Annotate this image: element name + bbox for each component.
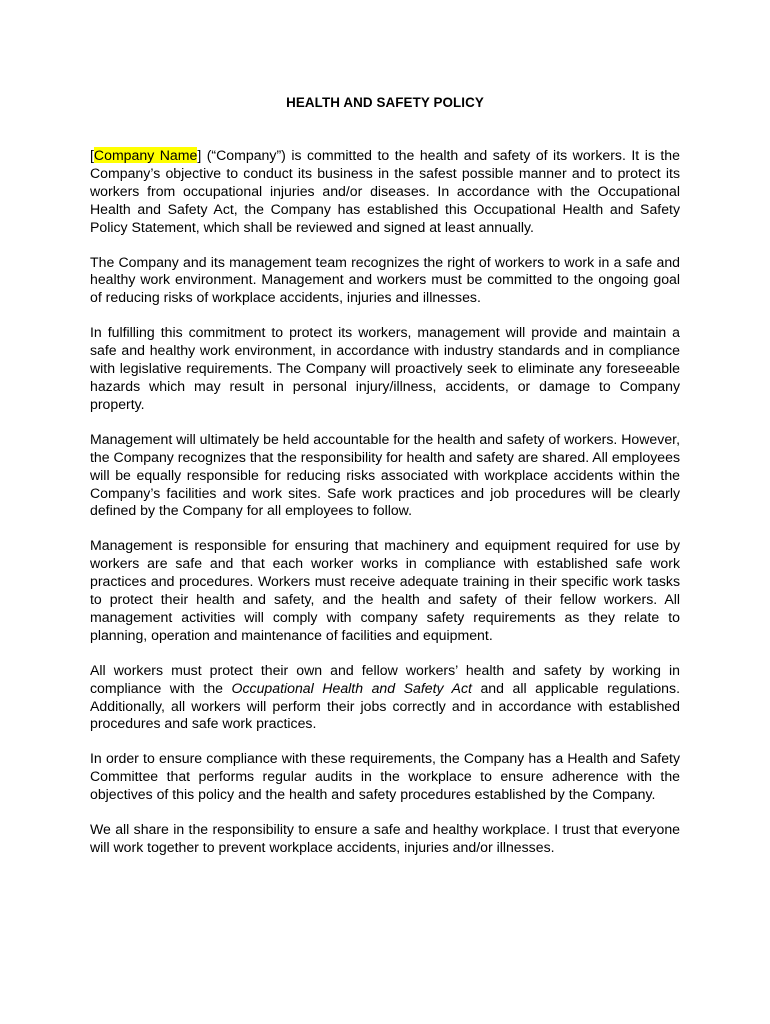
- company-name-placeholder: Company Name: [93, 147, 198, 163]
- paragraph-management-responsibility: Management is responsible for ensuring that machinery and equipment required for use by workers are safe and that each worker works in compliance with established safe work practices and procedures. Workers must receive adequate training in their specific work tasks to protect their health and safety, and the health and safety of their fellow workers. All management activities will comply with company safety requirements as they relate to planning, operation and maintenance of facilities and equipment.: [90, 537, 680, 643]
- paragraph-intro-text: ] (“Company”) is committed to the health and safety of its workers. It is the Company’s objective to conduct its business in the safest possible manner and to protect its workers from occupational injuries and/or diseases. In accordance with the Occupational Health and Safety Act, the Company has established this Occupational Health and Safety Policy Statement, which shall be reviewed and signed at least annually.: [90, 147, 680, 235]
- document-title: HEALTH AND SAFETY POLICY: [286, 95, 484, 110]
- paragraph-compliance-committee: In order to ensure compliance with these requirements, the Company has a Health and Safety Committee that performs regular audits in the workplace to ensure adherence with the objectives of this policy and the health and safety procedures established by the Company.: [90, 750, 680, 803]
- paragraph-commitment: In fulfilling this commitment to protect its workers, management will provide and maintain a safe and healthy work environment, in accordance with industry standards and in compliance with legislative requirements. The Company will proactively seek to eliminate any foreseeable hazards which may result in personal injury/illness, accidents, or damage to Company property.: [90, 324, 680, 412]
- paragraph-worker-text-after: and all applicable regulations. Additionally, all workers will perform their jobs correctly and in accordance with established procedures and safe work practices.: [90, 679, 680, 732]
- paragraph-intro: [90, 147, 680, 237]
- document-body: [90, 147, 680, 874]
- bracket-open: [: [90, 147, 94, 163]
- paragraph-accountability: Management will ultimately be held accountable for the health and safety of workers. However, the Company recognizes that the responsibility for health and safety are shared. All employees will be equally responsible for reducing risks associated with workplace accidents within the Company’s facilities and work sites. Safe work practices and job procedures will be clearly defined by the Company for all employees to follow.: [90, 430, 680, 519]
- act-name-italic: Occupational Health and Safety Act: [231, 679, 472, 696]
- paragraph-worker-text-before: All workers must protect their own and fellow workers’ health and safety by working in compliance with the: [90, 661, 680, 696]
- paragraph-management-team: The Company and its management team recognizes the right of workers to work in a safe and healthy work environment. Management and workers must be committed to the ongoing goal of reducing risks of workplace accidents, injuries and illnesses.: [90, 253, 680, 306]
- paragraph-worker-responsibility: [90, 662, 680, 734]
- paragraph-closing: We all share in the responsibility to ensure a safe and healthy workplace. I trust that everyone will work together to prevent workplace accidents, injuries and/or illnesses.: [90, 821, 680, 855]
